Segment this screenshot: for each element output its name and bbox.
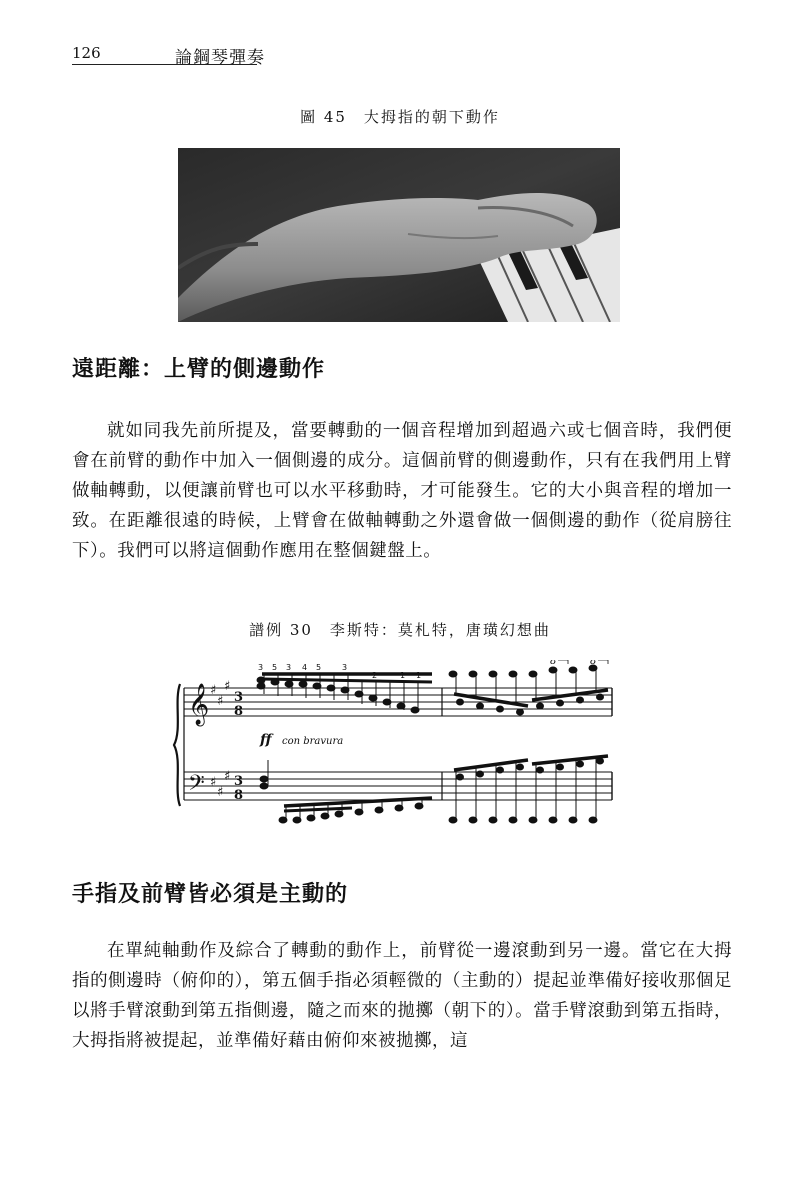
- svg-text:♯: ♯: [217, 694, 224, 709]
- svg-text:8: 8: [234, 788, 244, 803]
- svg-text:♯: ♯: [210, 683, 217, 698]
- svg-text:5: 5: [316, 663, 322, 672]
- svg-text:♯: ♯: [217, 785, 224, 800]
- music-score: [172, 660, 622, 830]
- svg-text:8: 8: [234, 704, 244, 719]
- svg-text:3: 3: [258, 663, 264, 672]
- svg-text:4: 4: [302, 663, 308, 672]
- section-title-upper-arm: 遠距離：上臂的側邊動作: [72, 356, 326, 382]
- section-title-finger-forearm: 手指及前臂皆必須是主動的: [72, 881, 349, 907]
- treble-clef-icon: 𝄞: [188, 684, 210, 725]
- svg-text:1: 1: [400, 671, 406, 680]
- ottava-mark: [550, 660, 596, 667]
- page-number: 126: [72, 44, 101, 62]
- svg-text:♯: ♯: [210, 775, 217, 790]
- svg-text:♯: ♯: [224, 679, 231, 694]
- paragraph-upper-arm: 就如同我先前所提及，當要轉動的一個音程增加到超過六或七個音時，我們便會在前臂的動作中加入一個側邊的成分。這個前臂的側邊動作，只有在我們用上臂做軸轉動，以便讓前臂也可以水平移動時，才可能發生。它的大小與音程的增加一致。在距離很遠的時候，上臂會在做軸轉動之外還會做一個側邊的動作（從肩膀往下）。我們可以將這個動作應用在整個鍵盤上。: [72, 421, 732, 561]
- svg-text:3: 3: [286, 663, 292, 672]
- dynamic-marking: ff: [260, 732, 272, 748]
- svg-text:2: 2: [372, 671, 378, 680]
- svg-text:3: 3: [234, 690, 244, 705]
- expression-marking: con bravura: [282, 736, 344, 747]
- svg-text:♯: ♯: [224, 769, 231, 784]
- svg-text:5: 5: [272, 663, 278, 672]
- time-signature: [234, 690, 243, 803]
- header-rule: [72, 64, 257, 65]
- running-header: [72, 44, 732, 66]
- running-title: 論鋼琴彈奏: [175, 48, 265, 68]
- svg-text:3: 3: [342, 663, 348, 672]
- figure-caption: 圖 45 大拇指的朝下動作: [300, 108, 500, 126]
- paragraph-finger-forearm: 在單純軸動作及綜合了轉動的動作上，前臂從一邊滾動到另一邊。當它在大拇指的側邊時（俯仰的），第五個手指必須輕微的（主動的）提起並準備好接收那個足以將手臂滾動到第五指側邊，隨之而來的拋擲（朝下的）。當手臂滾動到第五指時，大拇指將被提起，並準備好藉由俯仰來被拋擲，這: [72, 941, 732, 1051]
- bass-clef-icon: 𝄢: [188, 771, 205, 801]
- svg-text:8: 8: [590, 660, 597, 667]
- music-example-caption: 譜例 30 李斯特：莫札特，唐璜幻想曲: [249, 621, 551, 639]
- svg-text:1: 1: [416, 671, 422, 680]
- key-signature: [210, 679, 230, 800]
- svg-text:8: 8: [550, 660, 557, 667]
- svg-text:3: 3: [234, 774, 244, 789]
- hand-on-piano-photo: [178, 148, 620, 322]
